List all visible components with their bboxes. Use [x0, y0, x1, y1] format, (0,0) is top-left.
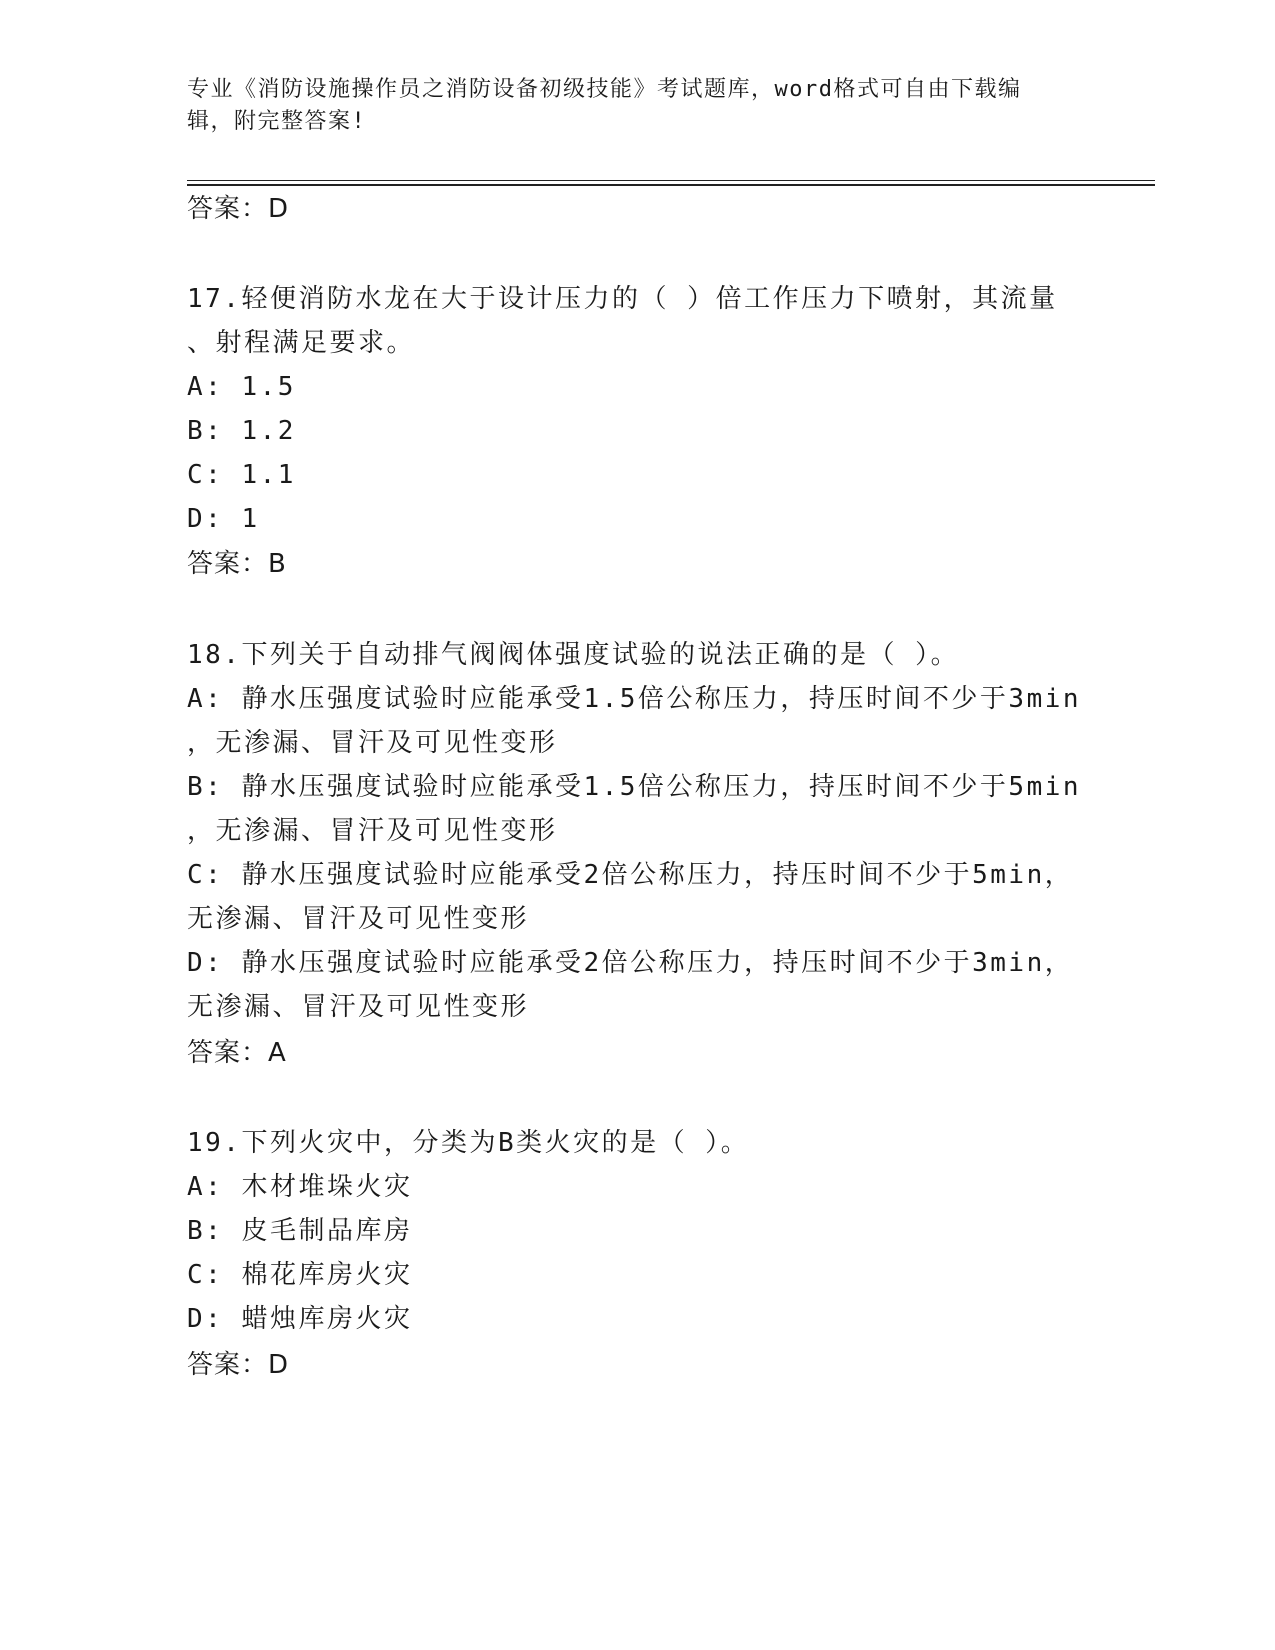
question-19-option-a: A: 木材堆垛火灾: [187, 1172, 413, 1202]
question-18-option-a-line-2: ，无渗漏、冒汗及可见性变形: [187, 728, 558, 758]
question-18-option-a-line-1: A: 静水压强度试验时应能承受1.5倍公称压力，持压时间不少于3min: [187, 684, 1082, 714]
header-line-2: 辑，附完整答案!: [187, 109, 367, 134]
question-17-stem-line-1: 17.轻便消防水龙在大于设计压力的（ ）倍工作压力下喷射，其流量: [187, 284, 1058, 314]
previous-answer: 答案：D: [187, 194, 290, 224]
question-18-stem: 18.下列关于自动排气阀阀体强度试验的说法正确的是（ ）。: [187, 640, 960, 670]
question-17-option-d: D: 1: [187, 504, 260, 534]
question-18-option-b-line-1: B: 静水压强度试验时应能承受1.5倍公称压力，持压时间不少于5min: [187, 772, 1082, 802]
question-17-answer: 答案：B: [187, 549, 287, 579]
question-18-option-d-line-2: 无渗漏、冒汗及可见性变形: [187, 992, 530, 1022]
question-17-option-a: A: 1.5: [187, 372, 296, 402]
question-18-option-c-line-1: C: 静水压强度试验时应能承受2倍公称压力，持压时间不少于5min，: [187, 860, 1074, 890]
question-18-option-c-line-2: 无渗漏、冒汗及可见性变形: [187, 904, 530, 934]
question-17-stem-line-2: 、射程满足要求。: [187, 328, 416, 358]
question-17-option-c: C: 1.1: [187, 460, 296, 490]
document-header: [187, 74, 1087, 138]
question-19-option-c: C: 棉花库房火灾: [187, 1260, 413, 1290]
question-18-option-b-line-2: ，无渗漏、冒汗及可见性变形: [187, 816, 558, 846]
question-19-option-d: D: 蜡烛库房火灾: [187, 1304, 413, 1334]
question-18-answer: 答案：A: [187, 1038, 287, 1068]
header-line-1: 专业《消防设施操作员之消防设备初级技能》考试题库，word格式可自由下载编: [187, 77, 1022, 102]
question-17-option-b: B: 1.2: [187, 416, 296, 446]
question-19-option-b: B: 皮毛制品库房: [187, 1216, 413, 1246]
question-19-answer: 答案：D: [187, 1350, 290, 1380]
header-rule-thin: [187, 180, 1155, 181]
question-18-option-d-line-1: D: 静水压强度试验时应能承受2倍公称压力，持压时间不少于3min，: [187, 948, 1074, 978]
question-19-stem: 19.下列火灾中，分类为B类火灾的是（ ）。: [187, 1128, 750, 1158]
header-rule-thick: [187, 184, 1155, 186]
